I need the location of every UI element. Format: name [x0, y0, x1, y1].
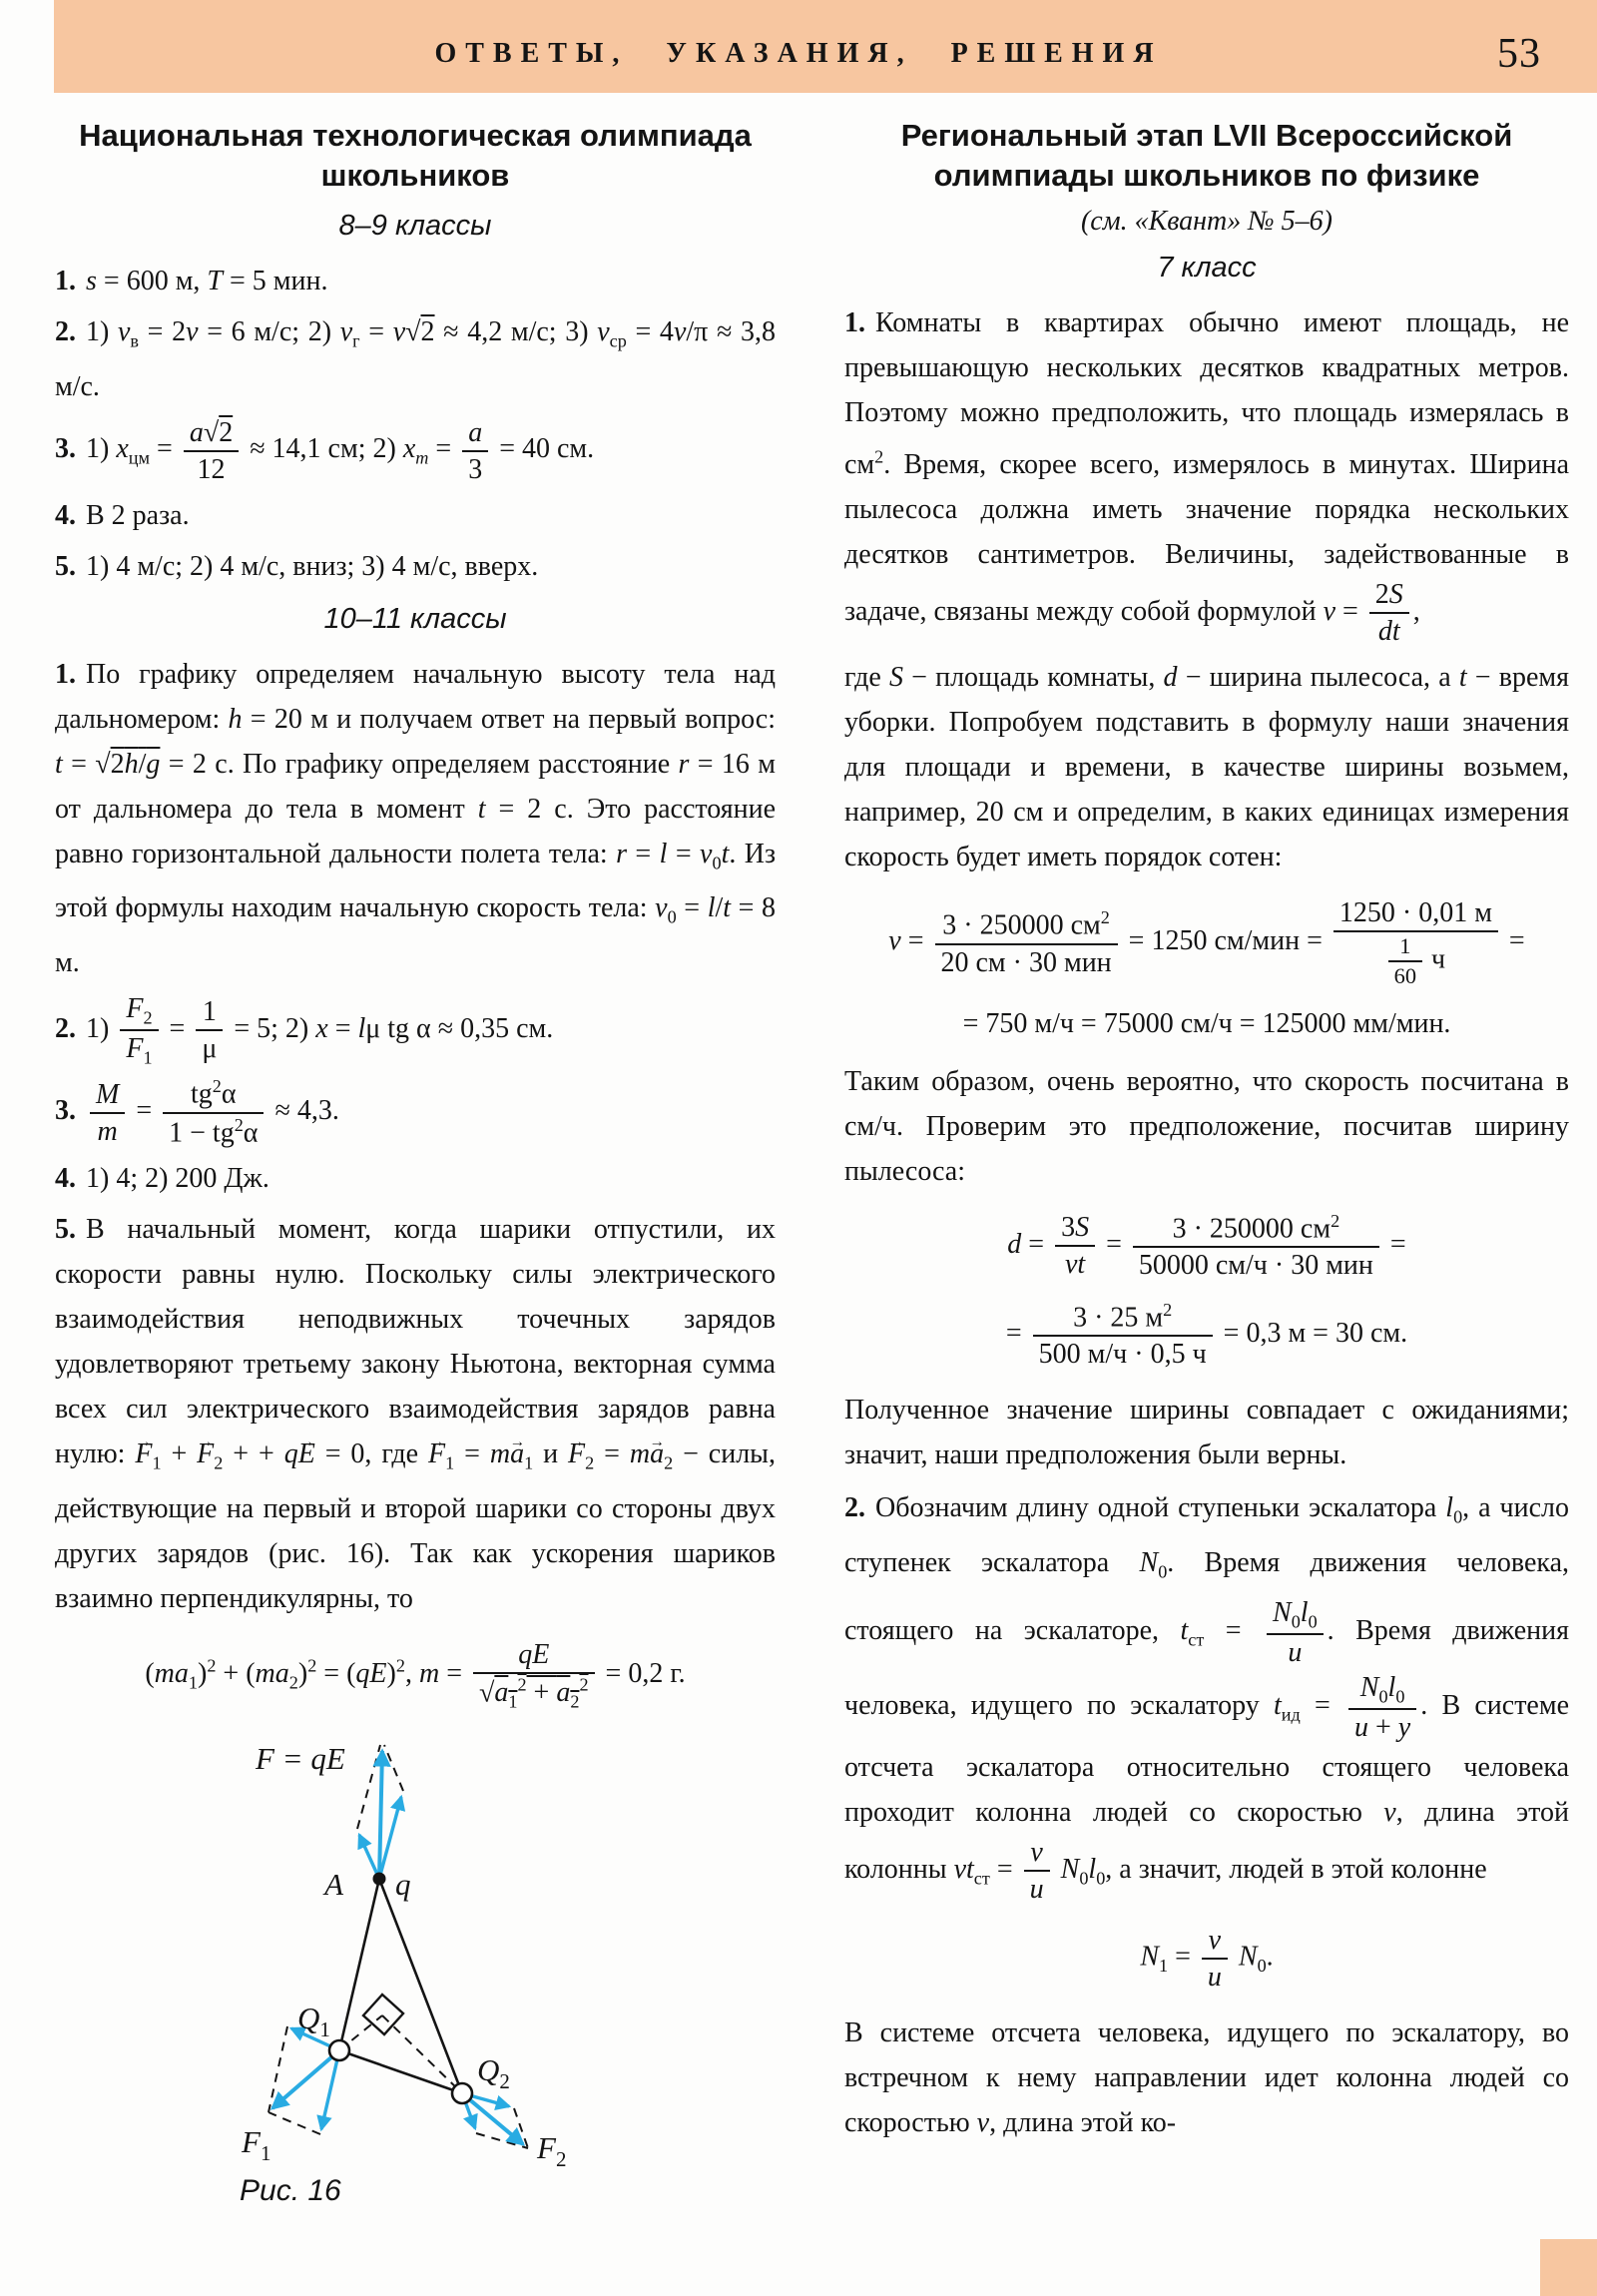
label-f-qe: F = qE [256, 1741, 345, 1777]
edge-q1-q2 [339, 2050, 462, 2093]
dashed-angle-line [382, 2015, 462, 2093]
formula-mass: $(ma_1)^2 + (ma_2)^2 = (qE)^2$, m = $\frac{qE}{√a_1^2 + a_2^2}$ = 0,2 г. [145, 1638, 686, 1712]
dashed-parallelogram-a [357, 1745, 380, 1829]
item-number: 5. [55, 550, 76, 582]
label-f1: $F_1$ [242, 2124, 271, 2166]
edge-a-q2 [379, 1879, 462, 2093]
item-number: 4. [55, 1163, 76, 1195]
paragraph: где S − площадь комнаты, d − ширина пылесоса, а t − время уборки. Попробуем подставить в формулу наши значения для площади и времени, в качестве ширины возьмем, например, 20 см и определим, в каких единицах измерения скорость будет иметь порядок сотен: [844, 662, 1569, 873]
formula-speed-continued: = 750 м/ч = 75000 см/ч = 125000 мм/мин. [962, 1008, 1451, 1040]
page-number: 53 [1497, 31, 1541, 77]
paragraph: В системе отсчета человека, идущего по эскалатору, во встречном к нему направлении идет колонна людей со скоростью v, длина этой ко- [844, 2017, 1569, 2139]
formula-width: d = $\frac{3S}{vt}$ = 3 · 250000 $см^2$ 50000 см/ч · 30 мин = [1007, 1210, 1406, 1282]
answer-item [55, 415, 776, 487]
item-number: 3. [55, 1095, 76, 1127]
solution-item [844, 300, 1569, 649]
item-text: По графику определяем начальную высоту тела над дальномером: h = 20 м и получаем ответ на первый вопрос: t = √2h/g = 2 с. По графику определяем расстояние r = 16 м от дальномера до тела в момент t = 2 с. Это расстояние равно горизонтальной дальности полета тела: $r = l = v_0t$. Из этой формулы находим начальную скорость тела: $v_0 = l/t = 8$ м. [55, 658, 777, 978]
item-number: 1. [55, 266, 76, 296]
solution-item [55, 991, 776, 1070]
right-section-title: Региональный этап LVII Всероссийской олимпиады школьников по физике [900, 118, 1513, 193]
charge-point-q2 [452, 2083, 472, 2103]
charge-point-q1 [329, 2040, 349, 2060]
formula-speed: v = 3 · 250000 $см^2$ 20 см · 30 мин = 1250 см/мин = 1250 · 0,01 м $\frac{1}{60}$ ч = [888, 897, 1525, 989]
source-reference: (см. «Квант» № 5–6) [1080, 206, 1332, 237]
item-number: 4. [55, 499, 76, 531]
grade-heading-7: 7 класс [1157, 252, 1257, 284]
paragraph: Полученное значение ширины совпадает с ожиданиями; значит, наши предположения были верны. [844, 1395, 1569, 1471]
label-q1: $Q_1$ [297, 2001, 330, 2042]
dashed-parallelogram-q1 [268, 2112, 320, 2134]
item-text: 1) $x_{цм}$ = $\frac{a√2}{12}$ ≈ 14,1 см; 2) $x_m$ = $\frac{a}{3}$ = 40 см. [86, 416, 595, 485]
item-text: В 2 раза. [86, 499, 190, 531]
item-text: В начальный момент, когда шарики отпустили, их скорости равны нулю. Поскольку силы электрического взаимодействия неподвижных точечных зарядов удовлетворяют третьему закону Ньютона, векторная сумма всех сил электрического взаимодействия зарядов равна нулю: $F \to_1 + F \to_2$ + + qE → = 0, где $F \to_1$ = ma $\to_1$ и $F \to_2$ = ma $\to_2$ − силы, действующие на первый и второй шарики со стороны двух других зарядов (рис. 16). Так как ускорения шариков взаимно перпендикулярны, то [55, 1214, 776, 1614]
answer-item [55, 259, 776, 303]
right-column [844, 112, 1569, 2153]
dashed-parallelogram-a [384, 1745, 403, 1791]
item-text: 1) 4 м/с; 2) 4 м/с, вниз; 3) 4 м/с, вверх. [86, 550, 539, 582]
item-text: 1) $v_в = 2v = 6$ м/с; 2) $v_г = v√2 \approx 4,2$ м/с; 3) $v_{ср} = 4v/\pi \approx 3,8$ м/с. [55, 316, 776, 402]
solution-item [55, 1156, 776, 1201]
item-number: 2. [55, 316, 76, 347]
item-text: Обозначим длину одной ступеньки эскалатора $l_0$, а число ступенек эскалатора $N_0$. Время движения человека, стоящего на эскалаторе, $t_{ст}$ = $\frac{N_0l_0}{u}$ . Время движения человека, идущего по эскалатору $t_{ид}$ = $\frac{N_0l_0}{u + y}$ . В системе отсчета эскалатора относительно стоящего человека проходит колонна людей со скоростью v, длина этой колонны $vt_{ст}$ = $\frac{v}{u}$ $N_0l_0$, а значит, людей в этой колонне [844, 1492, 1570, 1906]
label-q: q [395, 1867, 411, 1903]
solution-item [55, 1075, 776, 1150]
label-f2: $F_2$ [537, 2130, 567, 2169]
solution-item [844, 1485, 1569, 1907]
item-number: 5. [55, 1214, 76, 1246]
label-a: A [324, 1867, 343, 1903]
item-text: s = 600 м, T = 5 мин. [86, 266, 328, 296]
solution-item [55, 652, 776, 985]
item-text: 1) $\frac{F_2}{F_1}$ = $\frac{1}{\mu}$ = 5; 2) x = lμ tg α ≈ 0,35 см. [86, 992, 554, 1068]
answer-item [55, 309, 776, 409]
formula-n1: $N_1$ = $\frac{v}{u}$ $N_0$. [1140, 1925, 1274, 1994]
grade-heading-8-9: 8–9 классы [338, 210, 492, 242]
item-number: 2. [55, 1012, 76, 1044]
item-number: 2. [844, 1492, 865, 1524]
item-text: 1) 4; 2) 200 Дж. [86, 1163, 269, 1195]
paragraph: Таким образом, очень вероятно, что скорость посчитана в см/ч. Проверим это предположение, посчитав ширину пылесоса: [844, 1065, 1569, 1187]
figure-caption: Рис. 16 [240, 2174, 341, 2208]
answer-item [55, 493, 776, 538]
answer-item [55, 544, 776, 589]
label-q2: $Q_2$ [477, 2052, 510, 2094]
force-vector-resultant-a [379, 1751, 382, 1879]
right-angle-marker [363, 1995, 403, 2034]
running-head: ОТВЕТЫ, УКАЗАНИЯ, РЕШЕНИЯ [434, 38, 1163, 69]
left-column [55, 112, 776, 2208]
page-corner-tab [1540, 2239, 1597, 2296]
force-vector-a [359, 1835, 379, 1879]
charge-point-a [373, 1873, 386, 1886]
figure-16 [60, 1729, 619, 2168]
item-number: 1. [844, 307, 865, 338]
item-number: 1. [55, 658, 76, 690]
item-text: $\frac{M}{m}$ = $\frac{tg^2\alpha}{1 - tg^2\alpha}$ ≈ 4,3. [86, 1095, 339, 1126]
item-number: 3. [55, 433, 76, 465]
item-text: Комнаты в квартирах обычно имеют площадь, не превышающую нескольких десятков квадратных метров. Поэтому можно предположить, что площадь измерялась в $см^2$. Время, скорее всего, измерялось в минутах. Ширина пылесоса должна иметь значение порядка нескольких десятков сантиметров. Величины, задействованные в задаче, связаны между собой формулой v = $\frac{2S}{dt}$ , [844, 307, 1569, 648]
left-section-title: Национальная технологическая олимпиада школьников [79, 118, 752, 193]
grade-heading-10-11: 10–11 классы [323, 602, 507, 635]
solution-item [55, 1207, 776, 1621]
formula-width-continued: = 3 · 25 $м^2$ 500 м/ч · 0,5 ч = 0,3 м = 30 см. [1005, 1300, 1408, 1371]
